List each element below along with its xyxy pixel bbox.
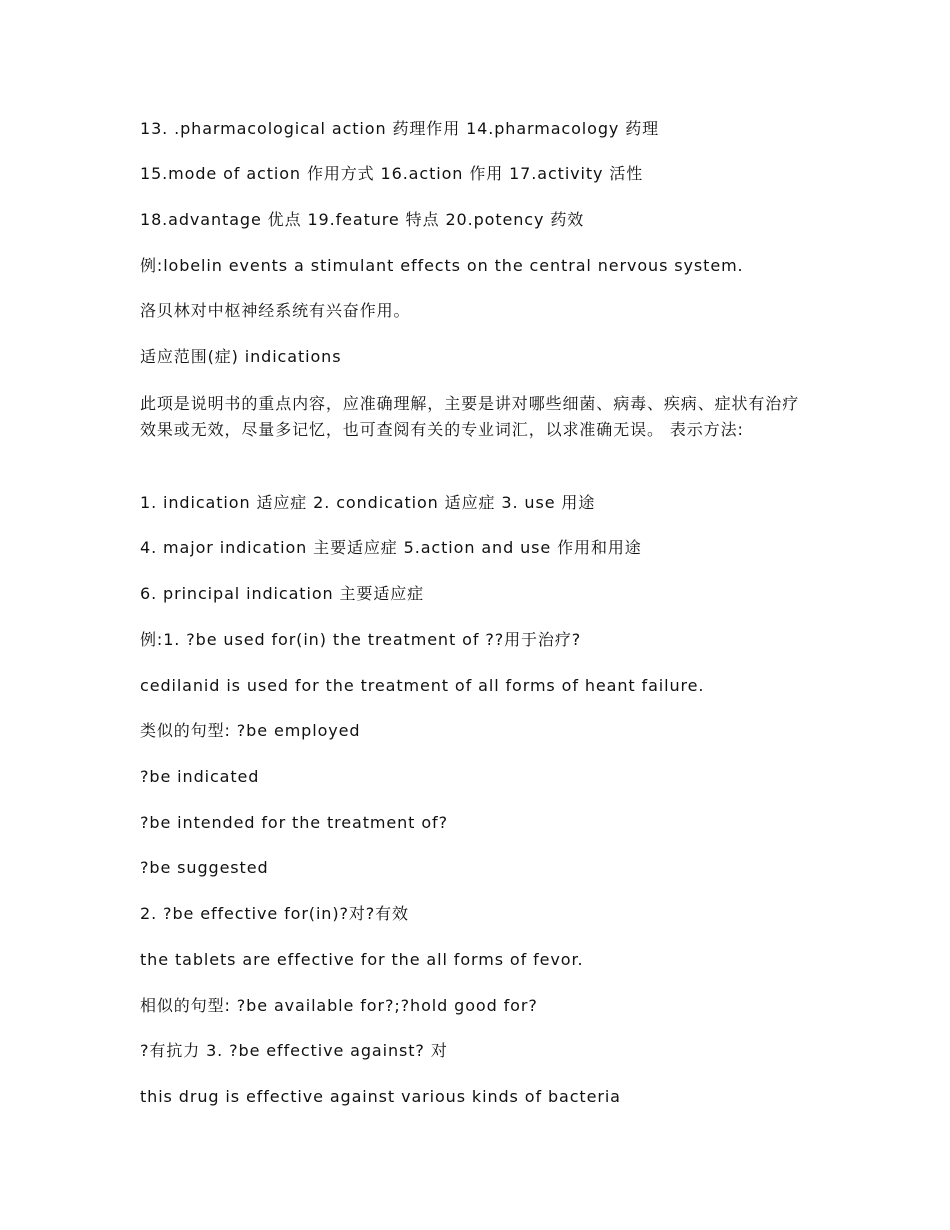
text-line-12: cedilanid is used for the treatment of all forms of heant failure. xyxy=(140,676,705,695)
example-translation: 洛贝林对中枢神经系统有兴奋作用。 xyxy=(140,301,411,320)
text-line-15: ?be intended for the treatment of? xyxy=(140,813,448,832)
text-line-9: 4. major indication 主要适应症 5.action and use 作用和用途 xyxy=(140,538,642,557)
text-line-11: 例:1. ?be used for(in) the treatment of ??用于治疗? xyxy=(140,630,582,649)
indications-description: 此项是说明书的重点内容，应准确理解，主要是讲对哪些细菌、病毒、疾病、症状有治疗效果或无效，尽量多记忆，也可查阅有关的专业词汇，以求准确无误。 表示方法: xyxy=(140,394,800,439)
text-line-21: this drug is effective against various kinds of bacteria xyxy=(140,1087,621,1106)
text-line-17: 2. ?be effective for(in)?对?有效 xyxy=(140,904,409,923)
text-line-8: 1. indication 适应症 2. condication 适应症 3. use 用途 xyxy=(140,493,596,512)
text-line-13: 类似的句型: ?be employed xyxy=(140,721,361,740)
text-line-3: 18.advantage 优点 19.feature 特点 20.potency 药效 xyxy=(140,210,585,229)
section-heading-indications: 适应范围(症) indications xyxy=(140,347,342,366)
example-sentence: 例:lobelin events a stimulant effects on the central nervous system. xyxy=(140,256,744,275)
text-line-1: 13. .pharmacological action 药理作用 14.pharmacology 药理 xyxy=(140,119,660,138)
text-line-18: the tablets are effective for the all forms of fevor. xyxy=(140,950,584,969)
text-line-14: ?be indicated xyxy=(140,767,260,786)
text-line-20: ?有抗力 3. ?be effective against? 对 xyxy=(140,1041,448,1060)
text-line-2: 15.mode of action 作用方式 16.action 作用 17.activity 活性 xyxy=(140,164,644,183)
text-line-19: 相似的句型: ?be available for?;?hold good for? xyxy=(140,996,538,1015)
text-line-16: ?be suggested xyxy=(140,858,269,877)
text-line-10: 6. principal indication 主要适应症 xyxy=(140,584,425,603)
